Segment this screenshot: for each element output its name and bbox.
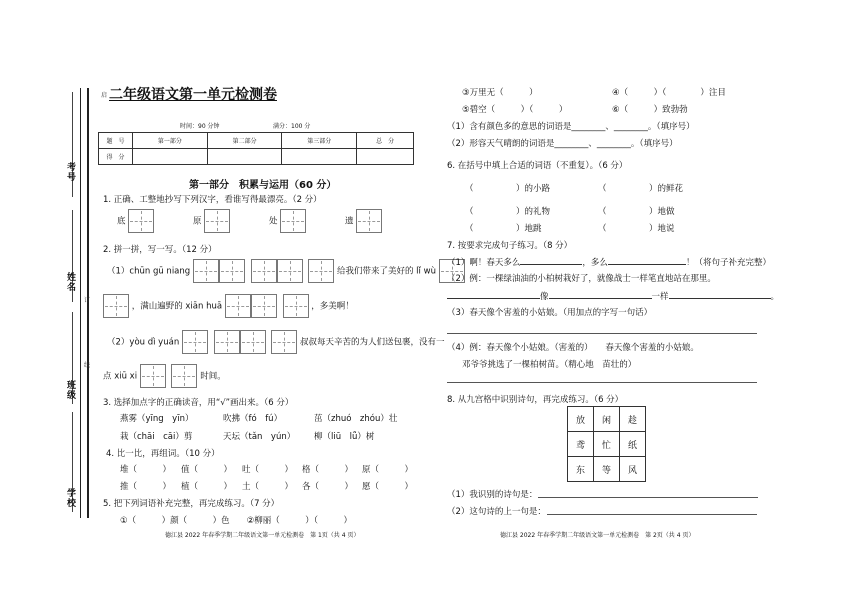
header-mark: 启	[101, 92, 108, 99]
answer-line[interactable]	[547, 514, 757, 515]
q5-prompt: 5. 把下列词语补充完整，再完成练习。（7 分）	[103, 499, 280, 509]
label-xingming: 姓名	[65, 272, 75, 292]
q7-sub4: （4）例：春天像个小姑娘。（害羞的） 春天像个害羞的小姑娘。	[447, 343, 699, 353]
q4-item[interactable]: 植（ ）	[181, 482, 233, 492]
writing-grid[interactable]	[140, 364, 166, 388]
writing-grid[interactable]	[356, 209, 382, 233]
page-footer-left: 德江县 2022 年春季学期二年级语文第一单元检测卷 第 1页（共 4 页）	[165, 532, 360, 539]
score-cell: 总 分	[357, 133, 414, 149]
q3-prompt: 3. 选择加点字的正确读音，用“√”画出来。（6 分）	[103, 398, 294, 408]
grid-row	[568, 432, 646, 457]
q2-pinyin: （1）chūn gū niang	[107, 266, 191, 277]
q7-sub2: （2）例：一棵绿油油的小柏树栽好了，就像战士一样笔直地站在那里。	[447, 274, 716, 284]
label-banji: 班级	[65, 380, 75, 400]
q3-item[interactable]: 天坛（tǎn yún）	[223, 432, 296, 442]
q2-text: 时间。	[200, 371, 226, 382]
q5-item[interactable]: ⑥（ ）致勃勃	[612, 105, 688, 115]
q5-item[interactable]: ④（ ）（ ）注目	[612, 88, 726, 98]
q2-pinyin: （2）yòu dì yuán	[107, 337, 180, 348]
writing-grid[interactable]	[128, 209, 154, 233]
grid-cell: 纸	[620, 432, 646, 457]
writing-grid[interactable]	[103, 294, 129, 318]
writing-grid[interactable]	[283, 294, 309, 318]
q6-item[interactable]: （ ）的小路	[465, 184, 551, 194]
q1-row	[117, 209, 154, 233]
q1-char: 底	[117, 216, 126, 227]
q2-prompt: 2. 拼一拼，写一写。（12 分）	[103, 245, 217, 255]
writing-grid[interactable]	[277, 259, 303, 283]
exam-time: 时间：90 分钟	[180, 123, 220, 130]
grid-cell: 等	[594, 457, 620, 482]
q5-sub2[interactable]: （2）形容天气晴朗的词语是________、________。（填序号）	[447, 139, 678, 149]
q7-sub1-text3: ！（将句子补充完整）	[685, 258, 771, 268]
score-cell: 第一部分	[133, 133, 208, 149]
q4-item[interactable]: 堆（ ）	[120, 465, 172, 475]
score-input-total[interactable]	[357, 149, 414, 165]
q8-prompt: 8. 从九宫格中识别诗句，再完成练习。（6 分）	[447, 395, 624, 405]
writing-grid[interactable]	[251, 294, 277, 318]
label-kaohao: 考号	[65, 162, 75, 182]
q1-char: 原	[193, 216, 202, 227]
score-input-part1[interactable]	[133, 149, 208, 165]
q7-sub3: （3）春天像个害羞的小姑娘。（用加点的字写一句话）	[447, 308, 653, 318]
grid-cell: 忙	[594, 432, 620, 457]
q2-line1	[107, 259, 465, 283]
grid-row	[568, 407, 646, 432]
writing-grid[interactable]	[251, 259, 277, 283]
q7-sub2-mid: 像	[540, 292, 549, 302]
grid-cell: 放	[568, 407, 594, 432]
seal-char-xian: 线	[84, 362, 91, 369]
q4-item[interactable]: 愿（ ）	[362, 482, 414, 492]
score-table-header-row	[99, 133, 414, 149]
q6-prompt: 6. 在括号中填上合适的词语（不重复）。（6 分）	[447, 161, 628, 171]
score-cell: 第三部分	[282, 133, 357, 149]
writing-grid[interactable]	[280, 209, 306, 233]
q1-row	[269, 209, 306, 233]
q4-item[interactable]: 值（ ）	[181, 465, 233, 475]
q7-sub1-text2: ，多么	[582, 258, 608, 268]
q1-char: 遗	[345, 216, 354, 227]
q2-pinyin: 点 xiū xi	[103, 371, 138, 382]
q8-sub2: （2）这句诗的上一句是：	[447, 507, 546, 517]
q4-item[interactable]: 各（ ）	[302, 482, 354, 492]
grid-cell: 鸢	[568, 432, 594, 457]
q7-prompt: 7. 按要求完成句子练习。（8 分）	[447, 241, 573, 251]
q8-sub1: （1）我识别的诗句是：	[447, 490, 538, 500]
answer-line[interactable]	[447, 382, 757, 383]
q7-sub2-blank1[interactable]	[447, 298, 540, 299]
q7-sub2-period: 。	[770, 292, 780, 302]
full-score: 满分：100 分	[273, 123, 311, 130]
answer-line[interactable]	[447, 333, 757, 334]
writing-grid[interactable]	[204, 209, 230, 233]
score-table-score-row	[99, 149, 414, 165]
q6-item[interactable]: （ ）地做	[598, 207, 675, 217]
grid-cell: 风	[620, 457, 646, 482]
q4-item[interactable]: 格（ ）	[302, 465, 354, 475]
q2-line3	[107, 330, 445, 354]
q4-item[interactable]: 吐（ ）	[242, 465, 294, 475]
q2-text: 叔叔每天辛苦的为人们送包裹，没有一	[300, 337, 445, 348]
writing-grid[interactable]	[214, 330, 240, 354]
q1-row	[345, 209, 382, 233]
writing-grid[interactable]	[240, 330, 266, 354]
q1-row	[193, 209, 230, 233]
grid-cell: 东	[568, 457, 594, 482]
page-footer-right: 德江县 2022 年春季学期二年级语文第一单元检测卷 第 2页（共 4 页）	[500, 532, 695, 539]
q2-line2	[103, 294, 354, 318]
grid-cell: 趁	[620, 407, 646, 432]
q2-text: ，多美啊！	[311, 301, 354, 312]
q1-prompt: 1. 正确、工整地抄写下列汉字，看谁写得最漂亮。（2 分）	[103, 195, 322, 205]
q5-sub1[interactable]: （1）含有颜色多的意思的词语是________、________。（填序号）	[447, 122, 695, 132]
q7-sub2-blank2[interactable]	[549, 298, 652, 299]
page-title: 二年级语文第一单元检测卷	[109, 87, 277, 103]
q6-item[interactable]: （ ）地说	[598, 224, 675, 234]
q6-item[interactable]: （ ）地跳	[465, 224, 542, 234]
q7-sub2-mid2: 一样	[651, 292, 669, 302]
score-table	[98, 132, 414, 165]
q6-item[interactable]: （ ）的鲜花	[598, 184, 684, 194]
q5-item[interactable]: ③万里无（ ）	[462, 88, 538, 98]
q7-sub1	[447, 256, 771, 268]
writing-grid[interactable]	[225, 294, 251, 318]
q4-item[interactable]: 土（ ）	[242, 482, 294, 492]
q2-line4	[103, 364, 226, 388]
score-cell: 第二部分	[207, 133, 282, 149]
part1-title: 第一部分 积累与运用（60 分）	[189, 180, 337, 191]
writing-grid[interactable]	[271, 330, 297, 354]
score-cell: 题 号	[99, 133, 133, 149]
q7-sub1-blank1[interactable]	[520, 264, 582, 265]
q1-char: 处	[269, 216, 278, 227]
q3-item[interactable]: 柳（liū lǚ）树	[314, 432, 375, 442]
binding-line-outer	[80, 88, 81, 518]
q5-row1[interactable]: ①（ ）颜（ ）色 ②柳丽（ ）（ ）	[120, 516, 352, 526]
q2-text: 给我们带来了美好的 lǐ wù	[336, 266, 436, 277]
q6-item[interactable]: （ ）的礼物	[465, 207, 551, 217]
q7-sub2-answer	[447, 290, 779, 302]
seal-char-ding: 订	[84, 297, 91, 304]
writing-grid[interactable]	[171, 364, 197, 388]
score-input-part3[interactable]	[282, 149, 357, 165]
q3-item[interactable]: 吹拂（fó fú）	[223, 414, 283, 424]
q7-sub1-text: （1）啊！春天多么	[447, 258, 521, 268]
grid-row	[568, 457, 646, 482]
writing-grid[interactable]	[193, 259, 219, 283]
nine-grid	[567, 406, 646, 482]
label-xuexiao: 学校	[65, 488, 75, 508]
q4-item[interactable]: 原（ ）	[362, 465, 414, 475]
writing-grid[interactable]	[219, 259, 245, 283]
q3-item[interactable]: 栽（chāi cāi）剪	[120, 432, 193, 442]
writing-grid[interactable]	[308, 259, 334, 283]
q4-item[interactable]: 推（ ）	[120, 482, 172, 492]
q3-item[interactable]: 燕雾（yīng yīn）	[120, 414, 194, 424]
score-input-part2[interactable]	[207, 149, 282, 165]
score-cell: 得 分	[99, 149, 133, 165]
q5-item[interactable]: ⑤碧空（ ）（ ）	[462, 105, 568, 115]
grid-cell: 闲	[594, 407, 620, 432]
writing-grid[interactable]	[182, 330, 208, 354]
q4-prompt: 4. 比一比，再组词。（10 分）	[106, 449, 220, 459]
q7-sub4b: 邓爷爷挑选了一棵柏树苗。（精心地 苗壮的）	[462, 360, 637, 370]
q2-text: ，满山遍野的 xiān huā	[131, 301, 223, 312]
q7-sub1-blank2[interactable]	[608, 264, 686, 265]
q7-sub2-blank3[interactable]	[669, 298, 771, 299]
answer-line[interactable]	[538, 497, 758, 498]
q3-item[interactable]: 茁（zhuó zhóu）壮	[314, 414, 398, 424]
